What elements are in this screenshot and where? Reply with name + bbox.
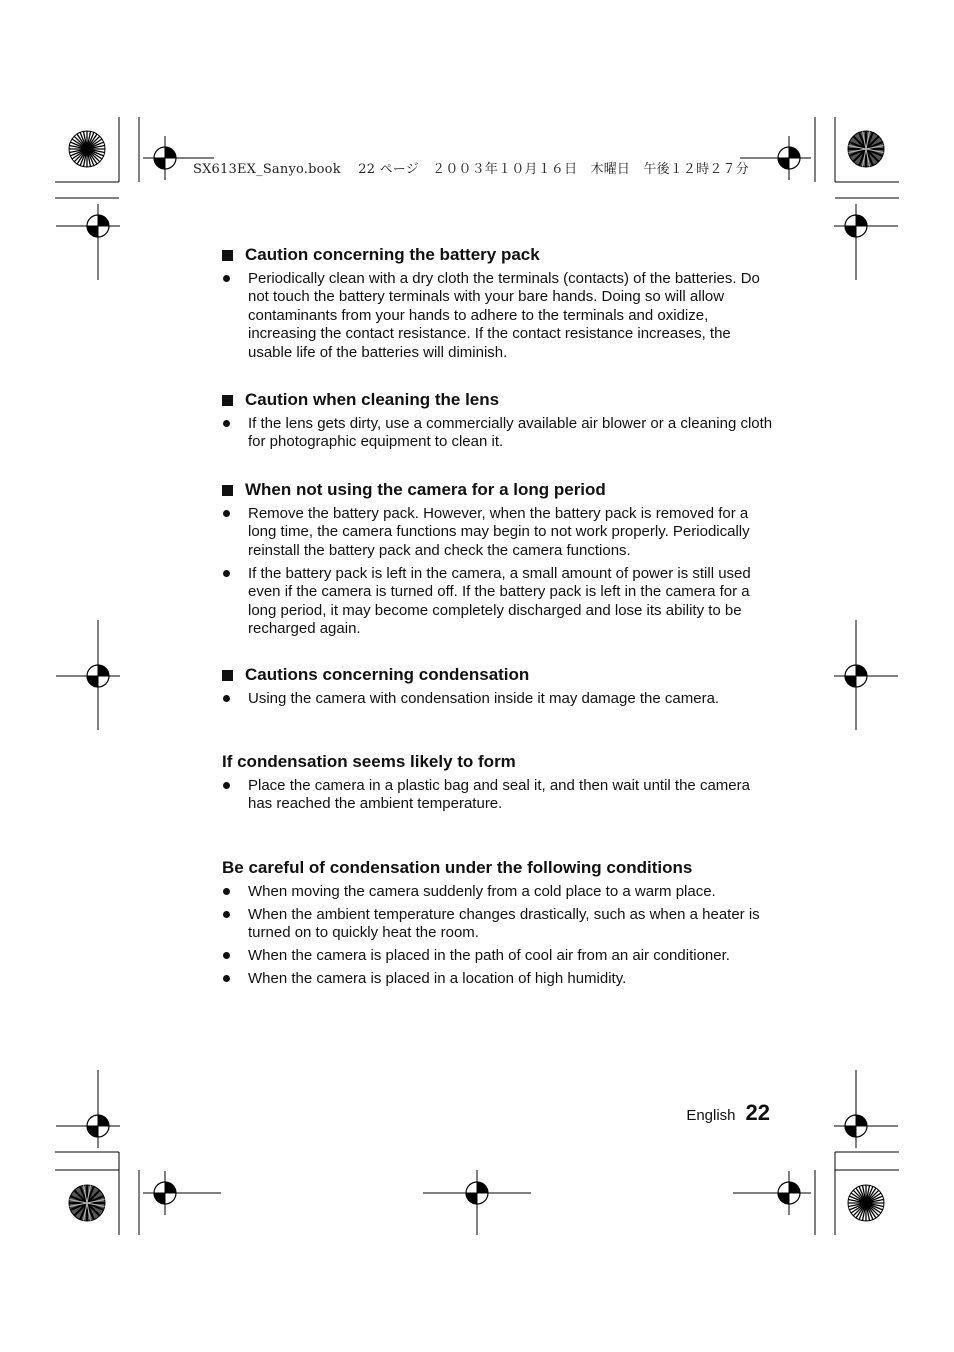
heading-text: Cautions concerning condensation [245, 665, 530, 684]
section-heading [222, 664, 778, 686]
section-heading [222, 244, 778, 266]
section-condensation-likely [222, 751, 778, 818]
bullet-list [222, 883, 778, 989]
list-item: When moving the camera suddenly from a cold place to a warm place. [222, 883, 778, 901]
bullet-list [222, 505, 778, 638]
bullet-icon [223, 695, 230, 702]
section-heading [222, 857, 778, 879]
bullet-icon [223, 510, 230, 517]
bullet-icon [223, 911, 230, 918]
bullet-list [222, 415, 778, 452]
square-bullet-icon [222, 485, 233, 496]
print-file-stamp: SX613EX_Sanyo.book 22 ページ ２００３年１０月１６日 木曜日 午後１２時２７分 [193, 162, 749, 177]
bullet-icon [223, 782, 230, 789]
list-item: Place the camera in a plastic bag and seal it, and then wait until the camera has reached the ambient temperature. [222, 777, 778, 814]
list-item: If the lens gets dirty, use a commercially available air blower or a cleaning cloth for photographic equipment to clean it. [222, 415, 778, 452]
heading-text: If condensation seems likely to form [222, 752, 516, 771]
list-item: When the camera is placed in a location of high humidity. [222, 970, 778, 988]
heading-text: Caution concerning the battery pack [245, 245, 540, 264]
bullet-icon [223, 275, 230, 282]
heading-text: Be careful of condensation under the following conditions [222, 858, 693, 877]
list-item: Remove the battery pack. However, when the battery pack is removed for a long time, the camera functions may begin to not work properly. Periodically reinstall the battery pack and check the camera functions. [222, 505, 778, 560]
section-condensation-conditions [222, 857, 778, 993]
list-item: When the ambient temperature changes drastically, such as when a heater is turned on to quickly heat the room. [222, 906, 778, 943]
list-item: Using the camera with condensation inside it may damage the camera. [222, 690, 778, 708]
bullet-icon [223, 975, 230, 982]
bullet-list [222, 777, 778, 814]
section-long-period [222, 479, 778, 643]
bullet-icon [223, 420, 230, 427]
bullet-list [222, 690, 778, 708]
bullet-icon [223, 952, 230, 959]
section-cleaning-lens [222, 389, 778, 456]
section-heading [222, 751, 778, 773]
square-bullet-icon [222, 670, 233, 681]
bullet-icon [223, 570, 230, 577]
heading-text: Caution when cleaning the lens [245, 390, 500, 409]
list-item: When the camera is placed in the path of cool air from an air conditioner. [222, 947, 778, 965]
square-bullet-icon [222, 250, 233, 261]
square-bullet-icon [222, 395, 233, 406]
list-item: If the battery pack is left in the camera, a small amount of power is still used even if the camera is turned off. If the battery pack is left in the camera for a long period, it may become completely discharged and lose its ability to be recharged again. [222, 565, 778, 639]
section-battery-pack [222, 244, 778, 367]
list-item: Periodically clean with a dry cloth the terminals (contacts) of the batteries. Do not touch the battery terminals with your bare hands. Doing so will allow contaminants from your hands to adhere to the terminals and oxidize, increasing the contact resistance. If the contact resistance increases, the usable life of the batteries will diminish. [222, 270, 778, 362]
heading-text: When not using the camera for a long period [245, 480, 606, 499]
section-heading [222, 479, 778, 501]
section-condensation [222, 664, 778, 713]
section-heading [222, 389, 778, 411]
language-label: English [686, 1107, 736, 1124]
bullet-list [222, 270, 778, 362]
bullet-icon [223, 888, 230, 895]
page-number: 22 [745, 1100, 770, 1125]
page-footer [686, 1100, 770, 1126]
